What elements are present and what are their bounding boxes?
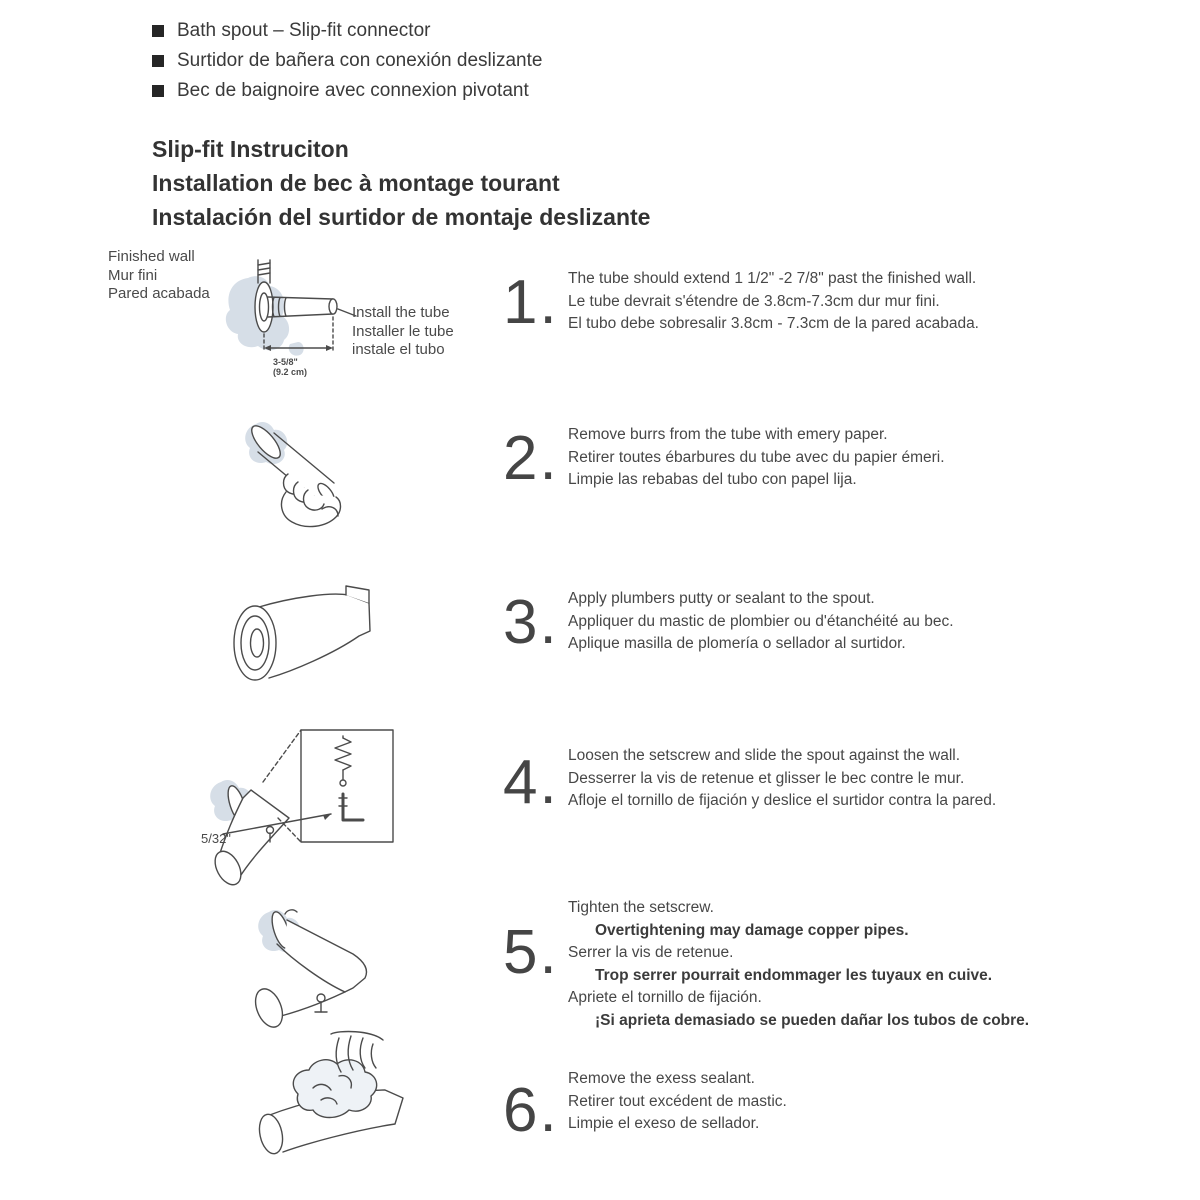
- figure-step2-illustration: [228, 412, 388, 532]
- square-bullet-icon: [152, 25, 164, 37]
- step-6-number: 6.: [503, 1076, 559, 1145]
- bullet-text: Bec de baignoire avec connexion pivotant: [177, 80, 529, 101]
- install-tube-label: Install the tube Installer le tube instale el tubo: [352, 304, 454, 358]
- step-3-number: 3.: [503, 588, 559, 657]
- step-line: Apply plumbers putty or sealant to the spout.: [568, 590, 875, 607]
- step-line-warning: Overtightening may damage copper pipes.: [595, 921, 909, 939]
- bullet-text: Bath spout – Slip-fit connector: [177, 20, 431, 41]
- step-line: Limpie las rebabas del tubo con papel lija.: [568, 471, 857, 488]
- figure-step1-illustration: [170, 250, 390, 390]
- figure-step3-illustration: [213, 583, 383, 698]
- step-line: Afloje el tornillo de fijación y deslice el surtidor contra la pared.: [568, 792, 997, 809]
- heading-french: Installation de bec à montage tourant: [152, 170, 560, 196]
- step-line: Apriete el tornillo de fijación.: [568, 989, 762, 1006]
- step-line: Desserrer la vis de retenue et glisser le bec contre le mur.: [568, 769, 965, 787]
- step-line: Remove burrs from the tube with emery paper.: [568, 426, 888, 443]
- step-line: Retirer toutes ébarbures du tube avec du papier émeri.: [568, 448, 945, 466]
- step-line: Le tube devrait s'étendre de 3.8cm-7.3cm dur mur fini.: [568, 292, 940, 310]
- bullet-item: [152, 76, 542, 106]
- heading-spanish: Instalación del surtidor de montaje deslizante: [152, 204, 651, 230]
- step-4-number: 4.: [503, 748, 559, 817]
- step-line: Loosen the setscrew and slide the spout against the wall.: [568, 747, 961, 764]
- tube-dimension-label: 3-5/8" (9.2 cm): [273, 357, 308, 377]
- step-line: Aplique masilla de plomería o sellador al surtidor.: [568, 635, 906, 652]
- step-5-number: 5.: [503, 918, 559, 987]
- setscrew-size-label: 5/32": [201, 831, 231, 846]
- step-4-text: [568, 745, 1128, 813]
- bullet-item: [152, 16, 542, 46]
- figure-step5-illustration: [233, 898, 403, 1033]
- figure-step6-illustration: [243, 1030, 418, 1170]
- step-2-number: 2.: [503, 424, 559, 493]
- step-line: Limpie el exeso de sellador.: [568, 1115, 760, 1132]
- step-line: The tube should extend 1 1/2" -2 7/8" past the finished wall.: [568, 270, 977, 287]
- product-bullet-list: [152, 16, 542, 106]
- step-2-text: [568, 424, 1128, 492]
- step-line-warning: ¡Si aprieta demasiado se pueden dañar los tubos de cobre.: [595, 1011, 1030, 1029]
- step-1-text: [568, 268, 1128, 336]
- step-1-number: 1.: [503, 268, 559, 337]
- step-line: Remove the exess sealant.: [568, 1070, 755, 1087]
- step-line: El tubo debe sobresalir 3.8cm - 7.3cm de la pared acabada.: [568, 315, 979, 332]
- square-bullet-icon: [152, 55, 164, 67]
- step-line: Retirer tout excédent de mastic.: [568, 1092, 787, 1110]
- heading-english: Slip-fit Instruciton: [152, 136, 349, 162]
- section-headings: [152, 132, 650, 234]
- figure-step4-illustration: [193, 722, 408, 904]
- step-line-warning: Trop serrer pourrait endommager les tuyaux en cuive.: [595, 966, 993, 984]
- step-line: Serrer la vis de retenue.: [568, 944, 734, 961]
- bullet-item: [152, 46, 542, 76]
- step-6-text: [568, 1068, 1128, 1136]
- step-line: Appliquer du mastic de plombier ou d'étanchéité au bec.: [568, 612, 954, 630]
- bullet-text: Surtidor de bañera con conexión deslizante: [177, 50, 543, 71]
- step-line: Tighten the setscrew.: [568, 899, 714, 916]
- step-3-text: [568, 588, 1128, 656]
- finished-wall-label: Finished wall Mur fini Pared acabada: [108, 248, 210, 302]
- square-bullet-icon: [152, 85, 164, 97]
- step-5-text: [568, 897, 1128, 1032]
